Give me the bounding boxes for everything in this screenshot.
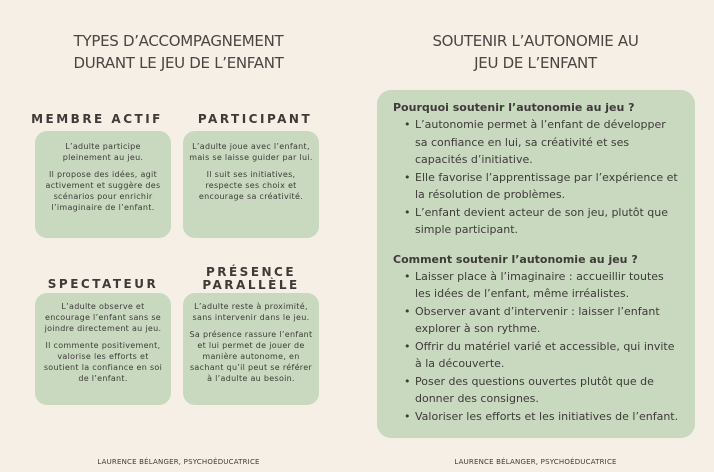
list-item: • Valoriser les efforts et les initiatives de l’enfant.	[415, 408, 681, 426]
role-card-spectateur	[35, 293, 171, 405]
list-item: • Laisser place à l’imaginaire : accueillir toutes les idées de l’enfant, même irréalistes.	[415, 268, 681, 303]
role-card-text: Il suit ses initiatives, respecte ses choix et encourage sa créativité.	[198, 170, 304, 201]
section-question-why: Pourquoi soutenir l’autonomie au jeu ?	[393, 101, 635, 114]
right-footer: LAURENCE BÉLANGER, PSYCHOÉDUCATRICE	[454, 458, 617, 466]
role-heading-line: PARALLÈLE	[202, 278, 300, 292]
right-page	[357, 0, 714, 472]
role-card-text: L’adulte participe pleinement au jeu.	[62, 142, 144, 162]
role-heading-spectateur: SPECTATEUR	[47, 277, 159, 291]
role-heading-presence-parallele	[176, 266, 326, 292]
role-heading-membre-actif: MEMBRE ACTIF	[31, 112, 163, 126]
left-title-line-1: TYPES D’ACCOMPAGNEMENT	[73, 32, 284, 50]
section-spacer	[393, 239, 681, 252]
left-footer: LAURENCE BÉLANGER, PSYCHOÉDUCATRICE	[97, 458, 260, 466]
list-item: • Elle favorise l’apprentissage par l’expérience et la résolution de problèmes.	[415, 169, 681, 204]
role-card-text: L’adulte joue avec l’enfant, mais se laisse guider par lui.	[189, 142, 313, 162]
right-title-line-1: SOUTENIR L’AUTONOMIE AU	[432, 32, 639, 50]
role-heading-participant: PARTICIPANT	[197, 112, 313, 126]
role-card-participant	[183, 131, 319, 238]
right-page-title	[357, 30, 714, 74]
role-heading-line: PRÉSENCE	[205, 265, 297, 279]
role-card-text: L’adulte reste à proximité, sans intervenir dans le jeu.	[192, 302, 310, 322]
left-page-title	[0, 30, 357, 74]
role-card-text: Sa présence rassure l’enfant et lui permet de jouer de manière autonome, en sachant qu’il peut se référer à l’adulte au besoin.	[189, 330, 313, 383]
why-list	[393, 116, 681, 239]
role-card-text: L’adulte observe et encourage l’enfant sans se joindre directement au jeu.	[44, 302, 162, 333]
left-title-line-2: DURANT LE JEU DE L’ENFANT	[73, 54, 284, 72]
list-item: • Poser des questions ouvertes plutôt que de donner des consignes.	[415, 373, 681, 408]
list-item: • Observer avant d’intervenir : laisser l’enfant explorer à son rythme.	[415, 303, 681, 338]
autonomy-card	[377, 90, 695, 438]
section-question-how: Comment soutenir l’autonomie au jeu ?	[393, 252, 638, 266]
role-card-text: Il commente positivement, valorise les efforts et soutient la confiance en soi de l’enfant.	[43, 341, 163, 383]
role-card-presence-parallele	[183, 293, 319, 405]
right-title-line-2: JEU DE L’ENFANT	[474, 54, 597, 72]
role-card-text: Il propose des idées, agit activement et suggère des scénarios pour enrichir l’imaginaire de l’enfant.	[45, 170, 161, 212]
list-item: • Offrir du matériel varié et accessible, qui invite à la découverte.	[415, 338, 681, 373]
role-card-membre-actif	[35, 131, 171, 238]
how-list	[393, 268, 681, 426]
list-item: • L’autonomie permet à l’enfant de développer sa confiance en lui, sa créativité et ses capacités d’initiative.	[415, 116, 681, 169]
list-item: • L’enfant devient acteur de son jeu, plutôt que simple participant.	[415, 204, 681, 239]
